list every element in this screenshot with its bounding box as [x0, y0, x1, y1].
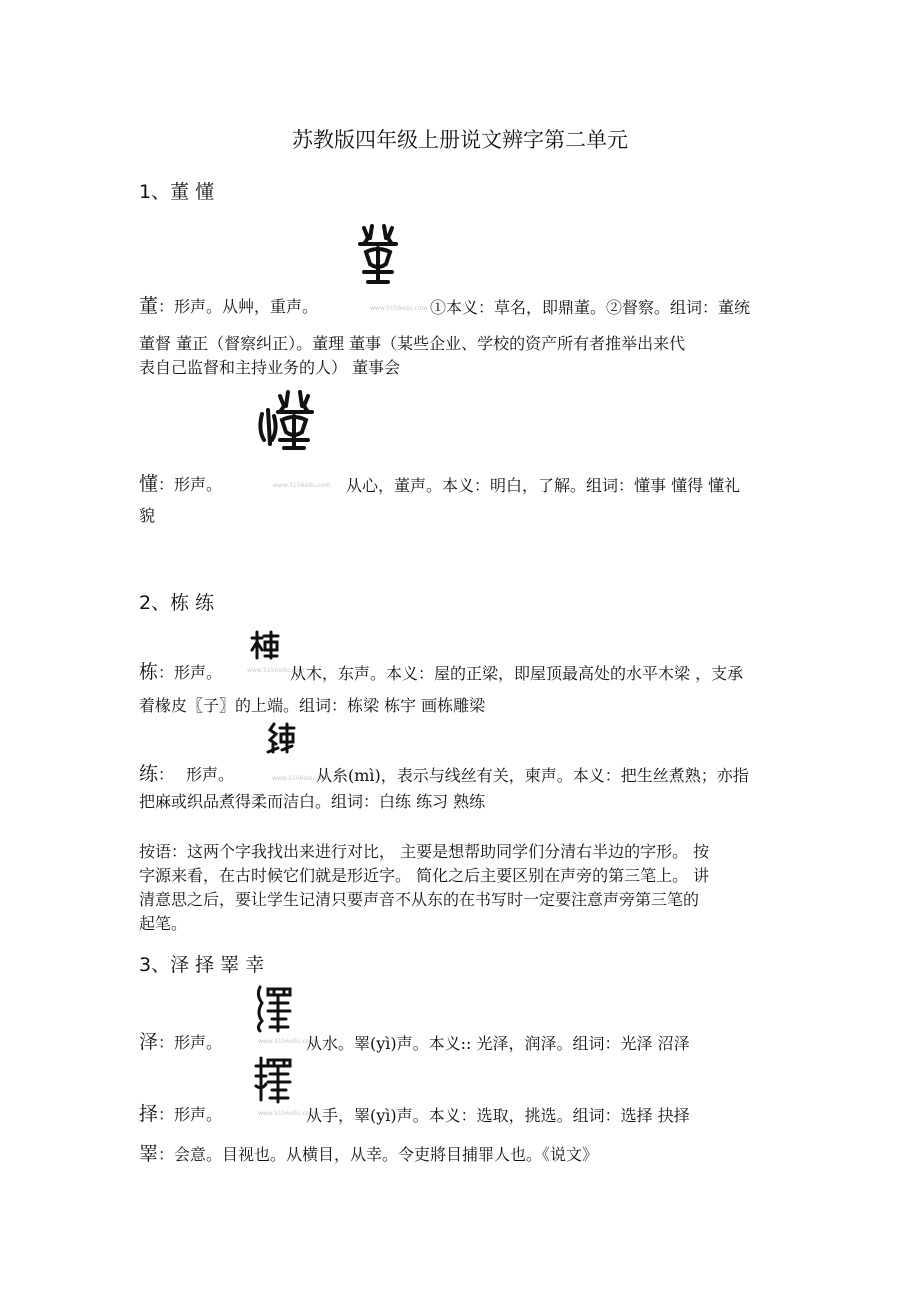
seal-script-lian-image [266, 722, 296, 758]
yi-entry-line-1 [139, 1142, 598, 1167]
ze-water-entry-line-1 [139, 1030, 222, 1055]
watermark: www.5156edu.com [258, 1110, 316, 1117]
entry-text: 形声。 [186, 765, 235, 784]
ze-hand-entry-line-1 [139, 1102, 222, 1127]
section-1-heading: 1、董 懂 [139, 181, 215, 203]
entry-term: 睪 [139, 1143, 159, 1165]
entry-colon: ： [158, 1105, 175, 1124]
watermark: www.5156edu.com [272, 775, 330, 782]
dong-wood-entry-line-1b: 从木，东声。本义：屋的正梁，即屋顶最高处的水平木梁 ，支承 [290, 664, 744, 683]
entry-term: 董 [139, 295, 159, 317]
entry-term: 练 [139, 763, 159, 785]
dong-entry-line-2: 董督 董正（督察纠正）。董理 董事（某些企业、学校的资产所有者推举出来代 [139, 334, 686, 353]
ze-hand-entry-line-1b: 从手，睪(yì)声。本义：选取，挑选。组词：选择 抉择 [306, 1106, 690, 1125]
dong-heart-entry-line-1b: 从心，董声。本义：明白，了解。组词：懂事 懂得 懂礼 [346, 476, 741, 495]
note-line-2: 字源来看，在古时候它们就是形近字。 简化之后主要区别在声旁的第三笔上。 讲 [139, 866, 710, 885]
entry-colon: ： [158, 765, 175, 784]
dong-wood-entry-line-1 [139, 660, 222, 685]
dong-entry-line-3: 表自己监督和主持业务的人） 董事会 [139, 358, 401, 377]
entry-text: 形声。从艸，重声。 [174, 297, 319, 316]
dong-wood-entry-line-2: 着椽皮〖子〗的上端。组词：栋梁 栋宇 画栋雕梁 [139, 696, 486, 715]
seal-script-ze-water-image [254, 985, 294, 1037]
lian-entry-line-1 [139, 762, 234, 787]
entry-colon: ： [158, 1033, 175, 1052]
entry-term: 泽 [139, 1031, 159, 1053]
entry-text: 形声。 [174, 1033, 223, 1052]
entry-colon: ： [158, 663, 175, 682]
seal-script-dong-heart-image [256, 390, 314, 456]
note-line-3: 清意思之后，要让学生记清只要声音不从东的在书写时一定要注意声旁第三笔的 [139, 890, 700, 909]
watermark: www.5156edu.com [247, 667, 305, 674]
entry-text: 形声。 [174, 475, 223, 494]
entry-text: 形声。 [174, 663, 223, 682]
note-line-1: 按语：这两个字我找出来进行对比， 主要是想帮助同学们分清右半边的字形。 按 [139, 842, 710, 861]
entry-term: 择 [139, 1103, 159, 1125]
section-2-heading: 2、栋 练 [139, 592, 215, 614]
watermark: www.5156edu.com [370, 305, 428, 312]
watermark: www.5156edu.com [258, 1038, 316, 1045]
entry-term: 栋 [139, 661, 159, 683]
watermark: www.5156edu.com [273, 482, 331, 489]
ze-water-entry-line-1b: 从水。睪(yì)声。本义:: 光泽，润泽。组词：光泽 沼泽 [306, 1034, 690, 1053]
entry-text: 会意。目视也。从横目，从幸。令吏將目捕罪人也。《说文》 [174, 1145, 599, 1164]
dong-heart-entry-line-1 [139, 472, 222, 497]
lian-entry-line-2: 把麻或织品煮得柔而洁白。组词：白练 练习 熟练 [139, 792, 486, 811]
dong-heart-entry-line-2: 貌 [139, 506, 156, 525]
section-3-heading: 3、泽 择 睪 幸 [139, 954, 265, 976]
lian-entry-line-1b: 从糸(mì)，表示与线丝有关，柬声。本义：把生丝煮熟；亦指 [316, 766, 749, 785]
entry-term: 懂 [139, 473, 159, 495]
note-line-4: 起笔。 [139, 914, 188, 933]
entry-colon: ： [158, 297, 175, 316]
seal-script-dong-image [356, 224, 400, 290]
dong-entry-line-1 [139, 294, 318, 319]
seal-script-dong-wood-image [250, 630, 280, 664]
entry-colon: ： [158, 475, 175, 494]
entry-colon: ： [158, 1145, 175, 1164]
dong-entry-line-1b: ①本义：草名，即鼎董。②督察。组词：董统 [430, 298, 751, 317]
page-title: 苏教版四年级上册说文辨字第二单元 [292, 128, 628, 152]
seal-script-ze-hand-image [254, 1056, 294, 1108]
entry-text: 形声。 [174, 1105, 223, 1124]
